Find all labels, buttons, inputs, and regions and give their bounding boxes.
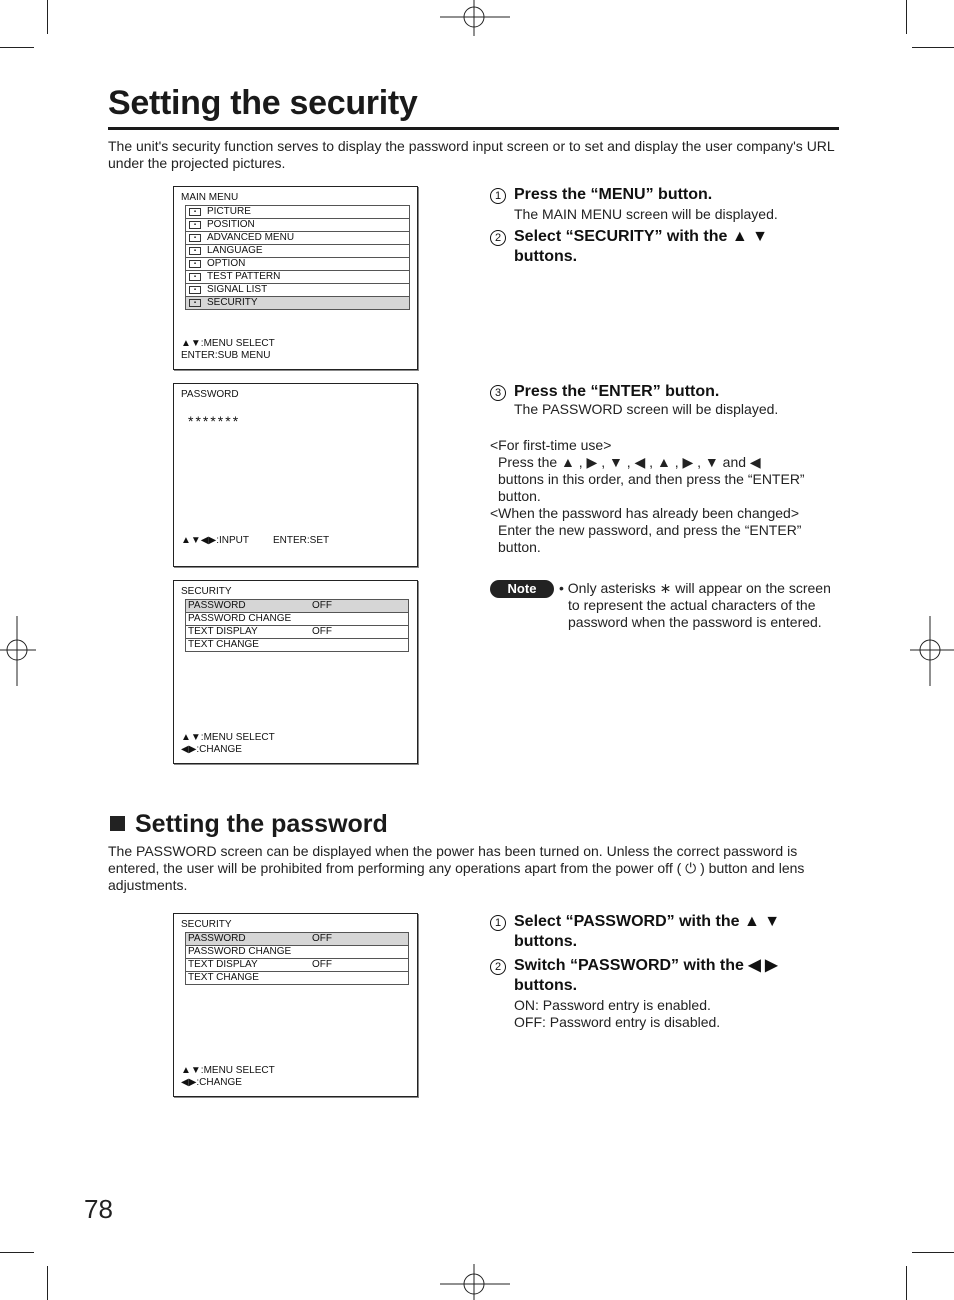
osd-footer: ▲▼◀▶:INPUT ENTER:SET xyxy=(181,535,330,546)
security-row-password[interactable]: PASSWORD OFF xyxy=(185,932,409,945)
security-row-password-change[interactable]: PASSWORD CHANGE xyxy=(185,612,409,625)
intro-paragraph: The unit's security function serves to display the password input screen or to set and display the user company's URL under the projected pictures. xyxy=(108,138,835,171)
osd-footer: ▲▼:MENU SELECT ◀▶:CHANGE xyxy=(181,1065,275,1088)
crop-mark xyxy=(906,0,907,34)
osd-title: PASSWORD xyxy=(181,389,239,400)
four-way-arrows-icon: ▲▼◀▶ xyxy=(181,535,217,546)
password-step-2: 2 Switch “PASSWORD” with the ◀ ▶ buttons. ON: Password entry is enabled. OFF: Password entry is disabled. xyxy=(490,956,840,1036)
note-badge: Note xyxy=(490,580,554,598)
crop-mark xyxy=(47,0,48,34)
security-row-text-change[interactable]: TEXT CHANGE xyxy=(185,971,409,985)
crop-mark xyxy=(47,1266,48,1300)
language-icon: ▪ xyxy=(189,247,201,255)
password-section-paragraph: The PASSWORD screen can be displayed when the power has been turned on. Unless the correct password is entered, the user will be prohibited from performing any operations apart from the power off ( ⏻ ) button and lens adjustments. xyxy=(108,843,805,893)
advanced-menu-icon: ▪ xyxy=(189,234,201,242)
osd-title: MAIN MENU xyxy=(181,192,239,203)
security-row-text-display[interactable]: TEXT DISPLAY OFF xyxy=(185,958,409,971)
menu-item-test-pattern[interactable]: ▪ TEST PATTERN xyxy=(185,270,410,283)
osd-footer: ▲▼:MENU SELECT ◀▶:CHANGE xyxy=(181,732,275,755)
step-1: 1 Press the “MENU” button. The MAIN MENU screen will be displayed. xyxy=(490,185,840,225)
registration-mark-icon xyxy=(0,616,36,686)
menu-item-signal-list[interactable]: ▪ SIGNAL LIST xyxy=(185,283,410,296)
security-screen xyxy=(173,580,418,764)
up-down-arrows-icon: ▲▼ xyxy=(181,1065,201,1076)
position-icon: ▪ xyxy=(189,221,201,229)
menu-item-picture[interactable]: ▪ PICTURE xyxy=(185,205,410,218)
password-step-1: 1 Select “PASSWORD” with the ▲ ▼ buttons. xyxy=(490,912,840,954)
osd-footer: ▲▼:MENU SELECT ENTER:SUB MENU xyxy=(181,338,275,361)
crop-mark xyxy=(0,47,34,48)
security-menu-list xyxy=(185,599,409,652)
security-screen xyxy=(173,913,418,1097)
signal-list-icon: ▪ xyxy=(189,286,201,294)
crop-mark xyxy=(912,1252,954,1253)
security-row-text-change[interactable]: TEXT CHANGE xyxy=(185,638,409,652)
up-down-arrows-icon: ▲▼ xyxy=(181,732,201,743)
left-right-arrows-icon: ◀▶ xyxy=(181,744,197,755)
security-row-text-display[interactable]: TEXT DISPLAY OFF xyxy=(185,625,409,638)
picture-icon: ▪ xyxy=(189,208,201,216)
first-time-instructions: <For first-time use> Press the ▲ , ▶ , ▼ , ◀ , ▲ , ▶ , ▼ and ◀ buttons in this order, and then press the “ENTER” button. <When the password has already been changed> Enter the new password, and press the “ENTER” button. xyxy=(490,437,805,555)
security-menu-list xyxy=(185,932,409,985)
option-icon: ▪ xyxy=(189,260,201,268)
security-icon: ▪ xyxy=(189,299,201,307)
menu-item-option[interactable]: ▪ OPTION xyxy=(185,257,410,270)
step-number: 3 xyxy=(490,385,506,401)
osd-title: SECURITY xyxy=(181,919,232,930)
registration-mark-icon xyxy=(910,616,954,686)
crop-mark xyxy=(906,1266,907,1300)
title-rule xyxy=(108,127,839,130)
square-bullet-icon xyxy=(110,816,125,831)
note-text: • Only asterisks ∗ will appear on the screen to represent the actual characters of the password when the password is entered. xyxy=(559,580,831,630)
up-down-arrows-icon: ▲▼ xyxy=(181,338,201,349)
step-number: 2 xyxy=(490,230,506,246)
menu-item-language[interactable]: ▪ LANGUAGE xyxy=(185,244,410,257)
menu-item-security[interactable]: ▪ SECURITY xyxy=(185,296,410,310)
step-number: 2 xyxy=(490,959,506,975)
step-3: 3 Press the “ENTER” button. The PASSWORD screen will be displayed. xyxy=(490,382,840,422)
password-screen xyxy=(173,383,418,567)
security-row-password[interactable]: PASSWORD OFF xyxy=(185,599,409,612)
main-menu-list xyxy=(185,205,410,310)
section-title: Setting the password xyxy=(110,810,388,839)
menu-item-advanced-menu[interactable]: ▪ ADVANCED MENU xyxy=(185,231,410,244)
registration-mark-icon xyxy=(440,0,510,36)
registration-mark-icon xyxy=(440,1264,510,1300)
crop-mark xyxy=(912,47,954,48)
crop-mark xyxy=(0,1252,34,1253)
page-title: Setting the security xyxy=(108,84,418,122)
password-mask: ******* xyxy=(188,413,241,429)
main-menu-screen xyxy=(173,186,418,370)
step-number: 1 xyxy=(490,188,506,204)
step-number: 1 xyxy=(490,915,506,931)
security-row-password-change[interactable]: PASSWORD CHANGE xyxy=(185,945,409,958)
test-pattern-icon: ▪ xyxy=(189,273,201,281)
step-2: 2 Select “SECURITY” with the ▲ ▼ buttons. xyxy=(490,227,840,269)
left-right-arrows-icon: ◀▶ xyxy=(181,1077,197,1088)
menu-item-position[interactable]: ▪ POSITION xyxy=(185,218,410,231)
page-number: 78 xyxy=(84,1194,113,1224)
osd-title: SECURITY xyxy=(181,586,232,597)
